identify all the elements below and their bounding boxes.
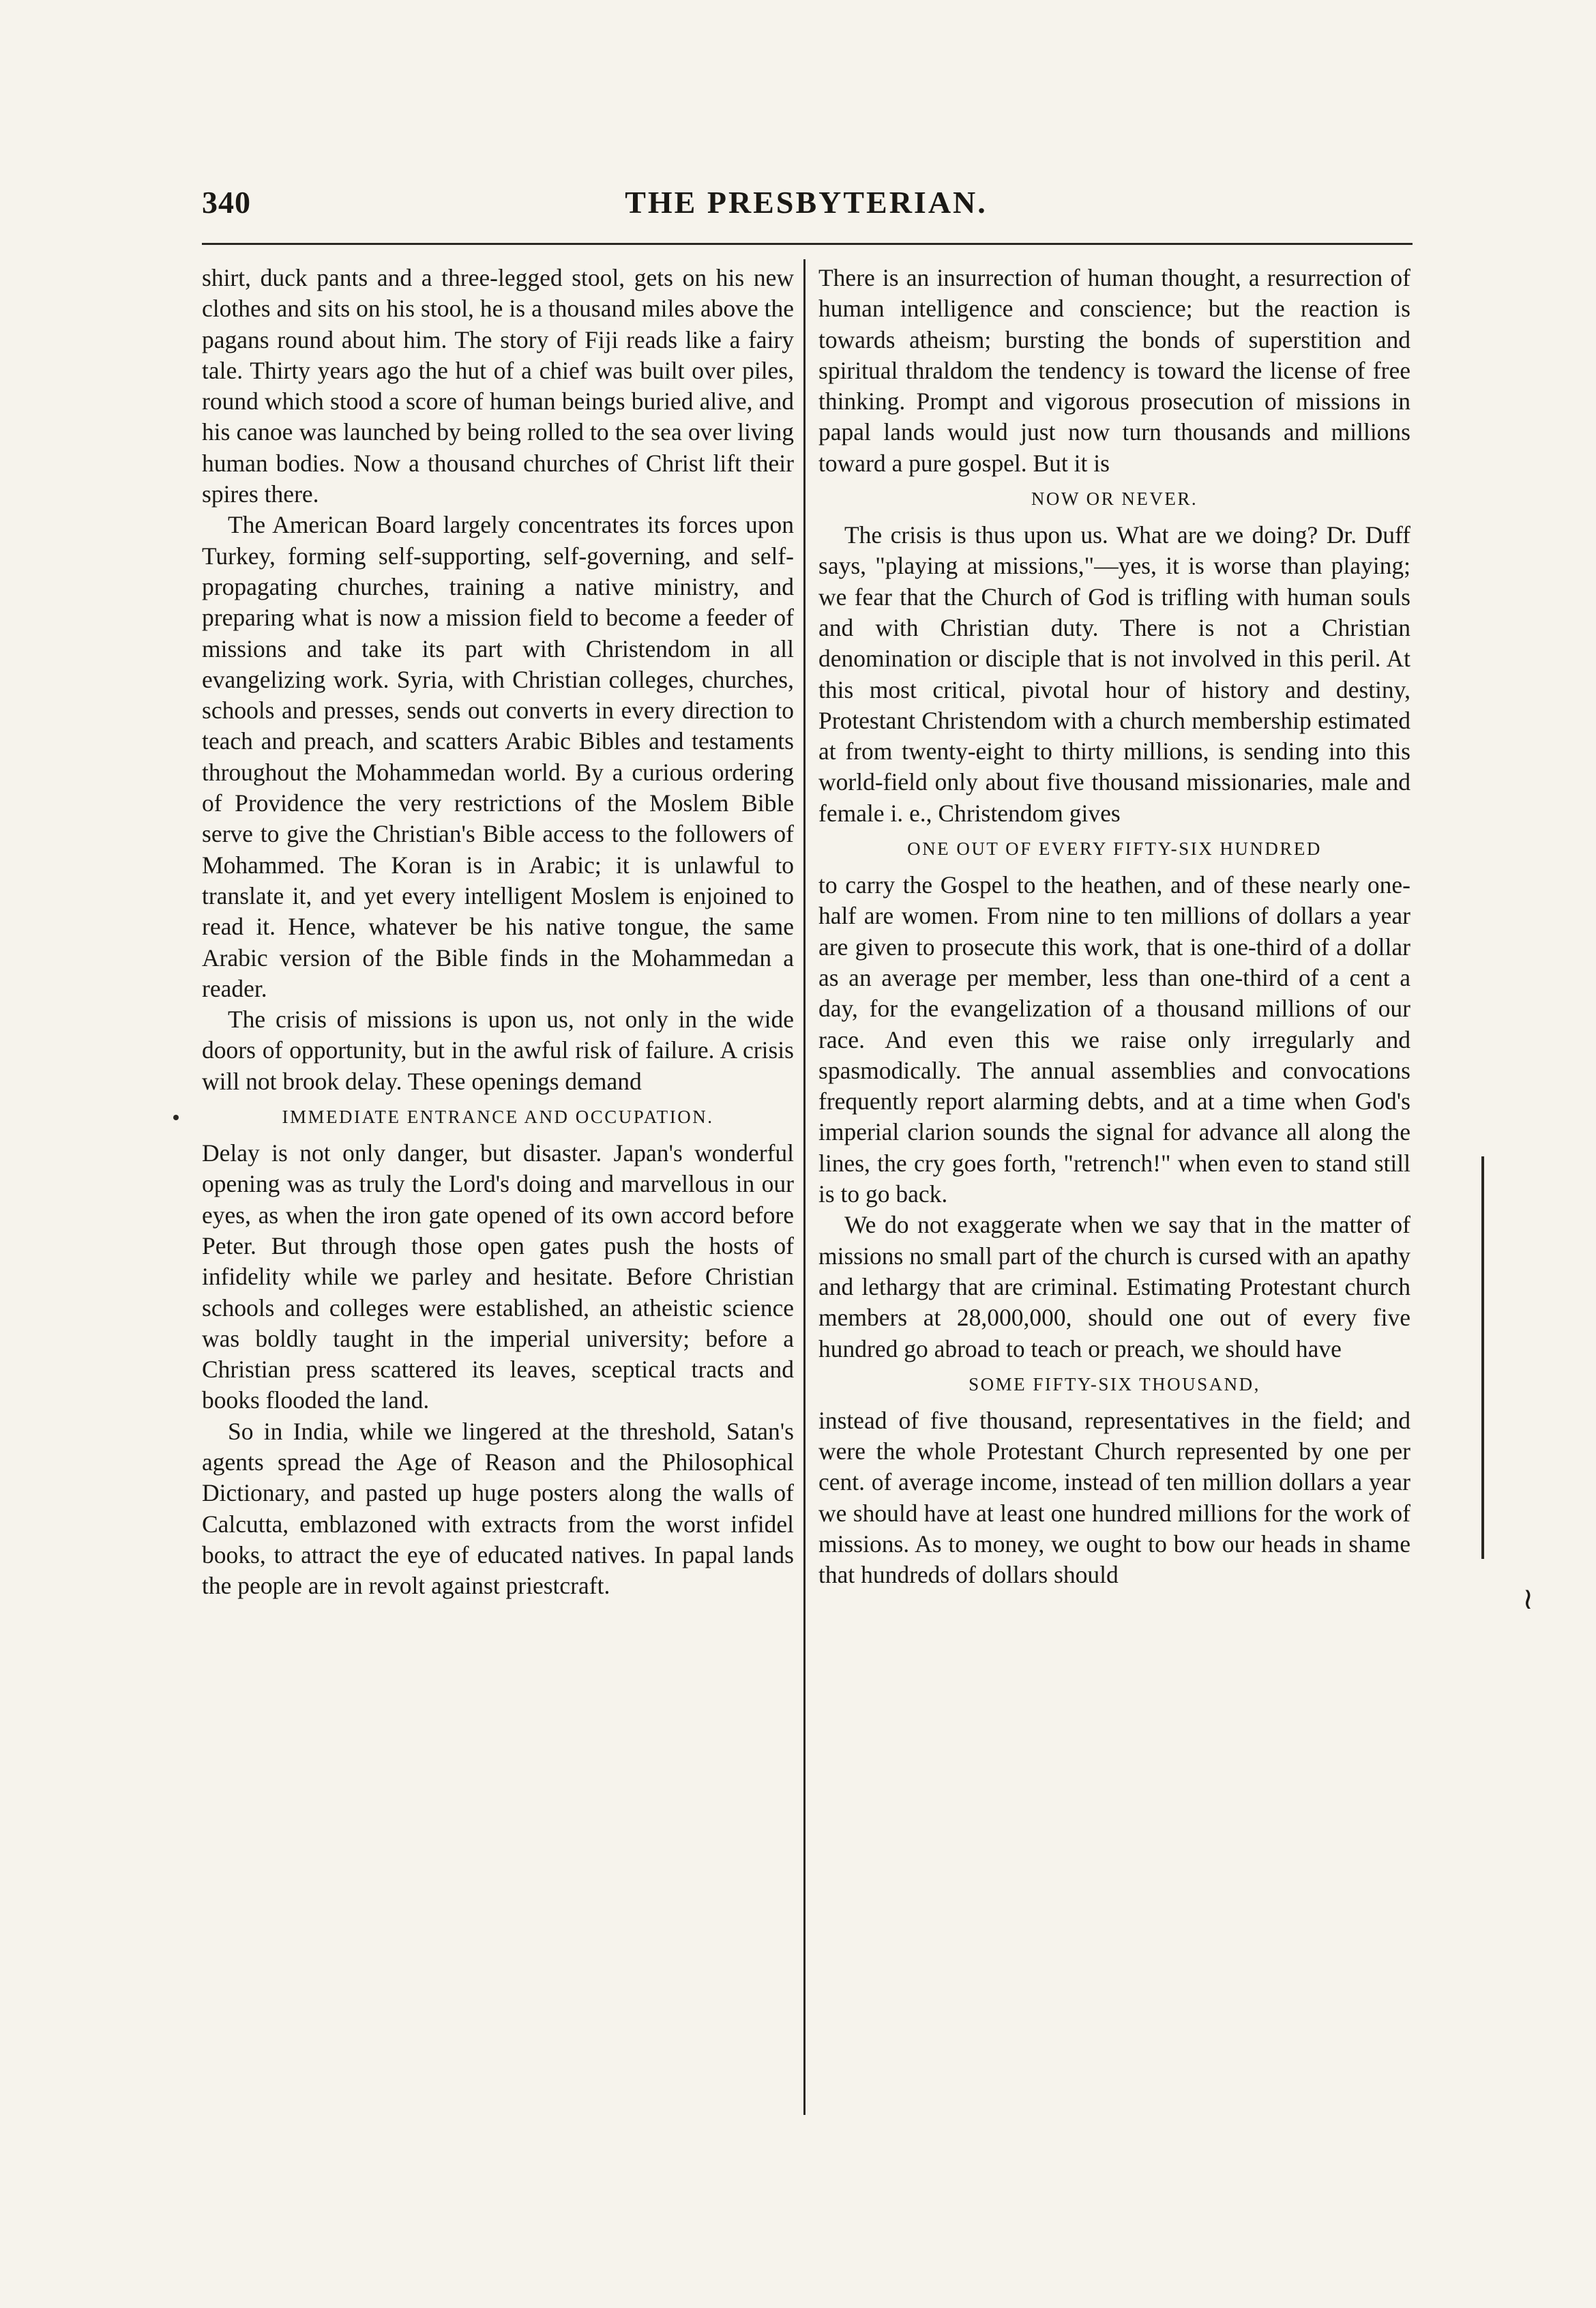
paragraph: There is an insurrection of human thought, a resurrection of human intelligence and conscience; but the reaction is towards atheism; bursting the bonds of superstition and spiritual thraldom the tendency is toward the license of free thinking. Prompt and vigorous prosecution of missions in papal lands would just now turn thousands and millions toward a pure gospel. But it is	[818, 264, 1410, 477]
paragraph: We do not exaggerate when we say that in the matter of missions no small part of the church is cursed with an apathy and lethargy that are criminal. Estimating Protestant church members at 28,000,000, should one out of every five hundred go abroad to teach or preach, we should have	[818, 1211, 1410, 1362]
paragraph: to carry the Gospel to the heathen, and of these nearly one-half are women. From nine to ten millions of dollars a year are given to prosecute this work, that is one-third of a dollar as an average per member, less than one-third of a cent a day, for the evangelization of a thousand millions of our race. And even this we raise only irregularly and spasmodically. The annual assemblies and convocations frequently report alarming debts, and at a time when God's imperial clarion sounds the signal for advance all along the lines, the cry goes forth, "retrench!" when even to stand still is to go back.	[818, 871, 1410, 1208]
left-column	[202, 263, 794, 1601]
page-header	[202, 184, 1410, 232]
paragraph: instead of five thousand, representatives in the field; and were the whole Protestant Church represented by one per cent. of average income, instead of ten million dollars a year we should have at least one hundred millions for the work of missions. As to money, we ought to bow our heads in shame that hundreds of dollars should	[818, 1406, 1410, 1589]
ink-spot	[173, 1115, 179, 1120]
paragraph: shirt, duck pants and a three-legged stool, gets on his new clothes and sits on his stool, he is a thousand miles above the pagans round about him. The story of Fiji reads like a fairy tale. Thirty years ago the hut of a chief was built over piles, round which stood a score of human beings buried alive, and his canoe was launched by being rolled to the sea over living human bodies. Now a thousand churches of Christ lift their spires there.	[202, 264, 794, 508]
section-subhead: NOW OR NEVER.	[1031, 488, 1198, 510]
section-subhead: ONE OUT OF EVERY FIFTY-SIX HUNDRED	[907, 838, 1322, 860]
paragraph: Delay is not only danger, but disaster. Japan's wonderful opening was as truly the Lord's doing and marvellous in our eyes, as when the iron gate opened of its own accord before Peter. But through those open gates push the hosts of infidelity while we parley and hesitate. Before Christian schools and colleges were established, an atheistic science was boldly taught in the imperial university; before a Christian press scattered its leaves, sceptical tracts and books flooded the land.	[202, 1139, 794, 1414]
paragraph: The American Board largely concentrates its forces upon Turkey, forming self-supporting, self-governing, and self-propagating churches, training a native ministry, and preparing what is now a mission field to become a feeder of missions and take its part with Christendom in all evangelizing work. Syria, with Christian colleges, churches, schools and presses, sends out converts in every direction to teach and preach, and scatters Arabic Bibles and testaments throughout the Mohammedan world. By a curious ordering of Providence the very restrictions of the Moslem Bible serve to give the Christian's Bible access to the followers of Mohammed. The Koran is in Arabic; it is unlawful to translate it, and yet every intelligent Moslem is enjoined to read it. Hence, whatever be his native tongue, the same Arabic version of the Bible finds in the Mohammedan a reader.	[202, 511, 794, 1002]
section-subhead: IMMEDIATE ENTRANCE AND OCCUPATION.	[282, 1107, 714, 1128]
margin-pencil-mark	[1481, 1156, 1484, 1559]
paragraph: The crisis is thus upon us. What are we doing? Dr. Duff says, "playing at missions,"—yes, it is worse than playing; we fear that the Church of God is trifling with human souls and with Christian duty. There is not a Christian denomination or disciple that is not involved in this peril. At this most critical, pivotal hour of history and destiny, Protestant Christendom with a church membership estimated at from twenty-eight to thirty millions, is sending into this world-field only about five thousand missionaries, male and female i. e., Christendom gives	[818, 521, 1410, 827]
running-title: THE PRESBYTERIAN.	[625, 185, 988, 220]
paragraph: So in India, while we lingered at the threshold, Satan's agents spread the Age of Reason and the Philosophical Dictionary, and pasted up huge posters along the walls of Calcutta, emblazoned with extracts from the worst infidel books, to attract the eye of educated natives. In papal lands the people are in revolt against priestcraft.	[202, 1417, 794, 1600]
margin-squiggle-icon: ≀	[1522, 1582, 1534, 1616]
right-column	[818, 263, 1410, 1591]
section-subhead: SOME FIFTY-SIX THOUSAND,	[969, 1373, 1260, 1394]
paragraph: The crisis of missions is upon us, not only in the wide doors of opportunity, but in the awful risk of failure. A crisis will not brook delay. These openings demand	[202, 1006, 794, 1095]
header-rule	[202, 243, 1413, 245]
page-number: 340	[202, 185, 251, 220]
column-rule	[803, 259, 806, 2115]
